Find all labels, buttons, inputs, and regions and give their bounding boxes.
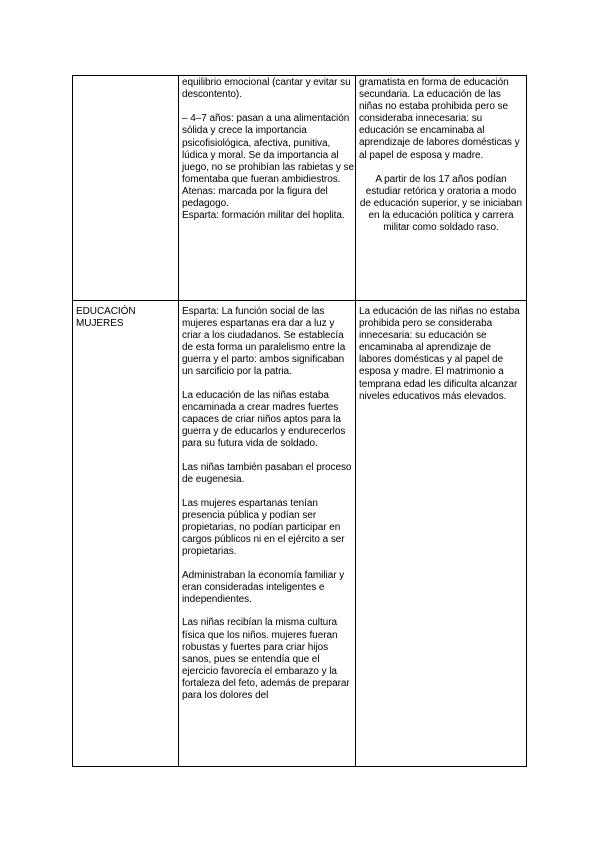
paragraph: Las niñas también pasaban el proceso de eugenesia. (182, 462, 352, 486)
row2-col2-cell (182, 306, 354, 702)
table-col-divider-1 (178, 75, 179, 767)
paragraph: Administraban la economía familiar y eran consideradas inteligentes e independientes. (182, 569, 345, 605)
table-row-divider (72, 300, 527, 301)
paragraph: Esparta: formación militar del hoplita. (182, 210, 345, 222)
row1-col2-cell (182, 77, 354, 222)
paragraph: – 4–7 años: pasan a una alimentación sólida y crece la importancia psicofisiológica, afectiva, punitiva, lúdica y moral. Se da importancia al juego, no se prohibían las rabietas y se fomentaba que fueran ambidiestros. (182, 113, 354, 185)
table-col-divider-2 (355, 75, 356, 767)
table-bottom-border (72, 766, 527, 767)
education-table (72, 75, 527, 767)
paragraph: La educación de las niñas estaba encaminada a crear madres fuertes capaces de criar niños aptos para la guerra y de educarlos y endurecerlos para su futura vida de soldado. (182, 390, 346, 450)
table-left-border (72, 75, 73, 767)
row-heading: EDUCACIÓN MUJERES (76, 306, 136, 330)
paragraph: A partir de los 17 años podían estudiar retórica y oratoria a modo de educación superior, y se iniciaban en la educación política y carrera militar como soldado raso. (359, 173, 523, 234)
paragraph: gramatista en forma de educación secundaria. La educación de las niñas no estaba prohibida pero se consideraba innecesaria: su educación se encaminaba al aprendizaje de labores domésticas y al papel de esposa y madre. (359, 77, 520, 161)
paragraph: equilibrio emocional (cantar y evitar su descontento). (182, 77, 351, 101)
paragraph: Atenas: marcada por la figura del pedagogo. (182, 185, 328, 210)
paragraph: Las niñas recibían la misma cultura física que los niños. mujeres fueran robustas y fuertes para criar hijos sanos, pues se entendía que el ejercicio favorecía el embarazo y la fortaleza del feto, además de preparar para los dolores del (182, 617, 350, 702)
table-right-border (526, 75, 527, 767)
paragraph: Esparta: La función social de las mujeres espartanas era dar a luz y criar a los ciudadanos. Se establecía de esta forma un paralelismo entre la guerra y el parto: ambos significaban un sarcificio por la patria. (182, 306, 346, 378)
row1-col3-cell (359, 77, 523, 247)
table-top-border (72, 75, 527, 76)
row2-col3-cell (359, 306, 523, 403)
row2-heading-cell (76, 306, 176, 330)
paragraph: Las mujeres espartanas tenían presencia pública y podían ser propietarias, no podían participar en cargos públicos ni en el ejército a ser propietarias. (182, 497, 345, 558)
paragraph: La educación de las niñas no estaba prohibida pero se consideraba innecesaria: su educación se encaminaba al aprendizaje de labores domésticas y al papel de esposa y madre. El matrimonio a temprana edad les dificulta alcanzar niveles educativos más elevados. (359, 306, 520, 402)
